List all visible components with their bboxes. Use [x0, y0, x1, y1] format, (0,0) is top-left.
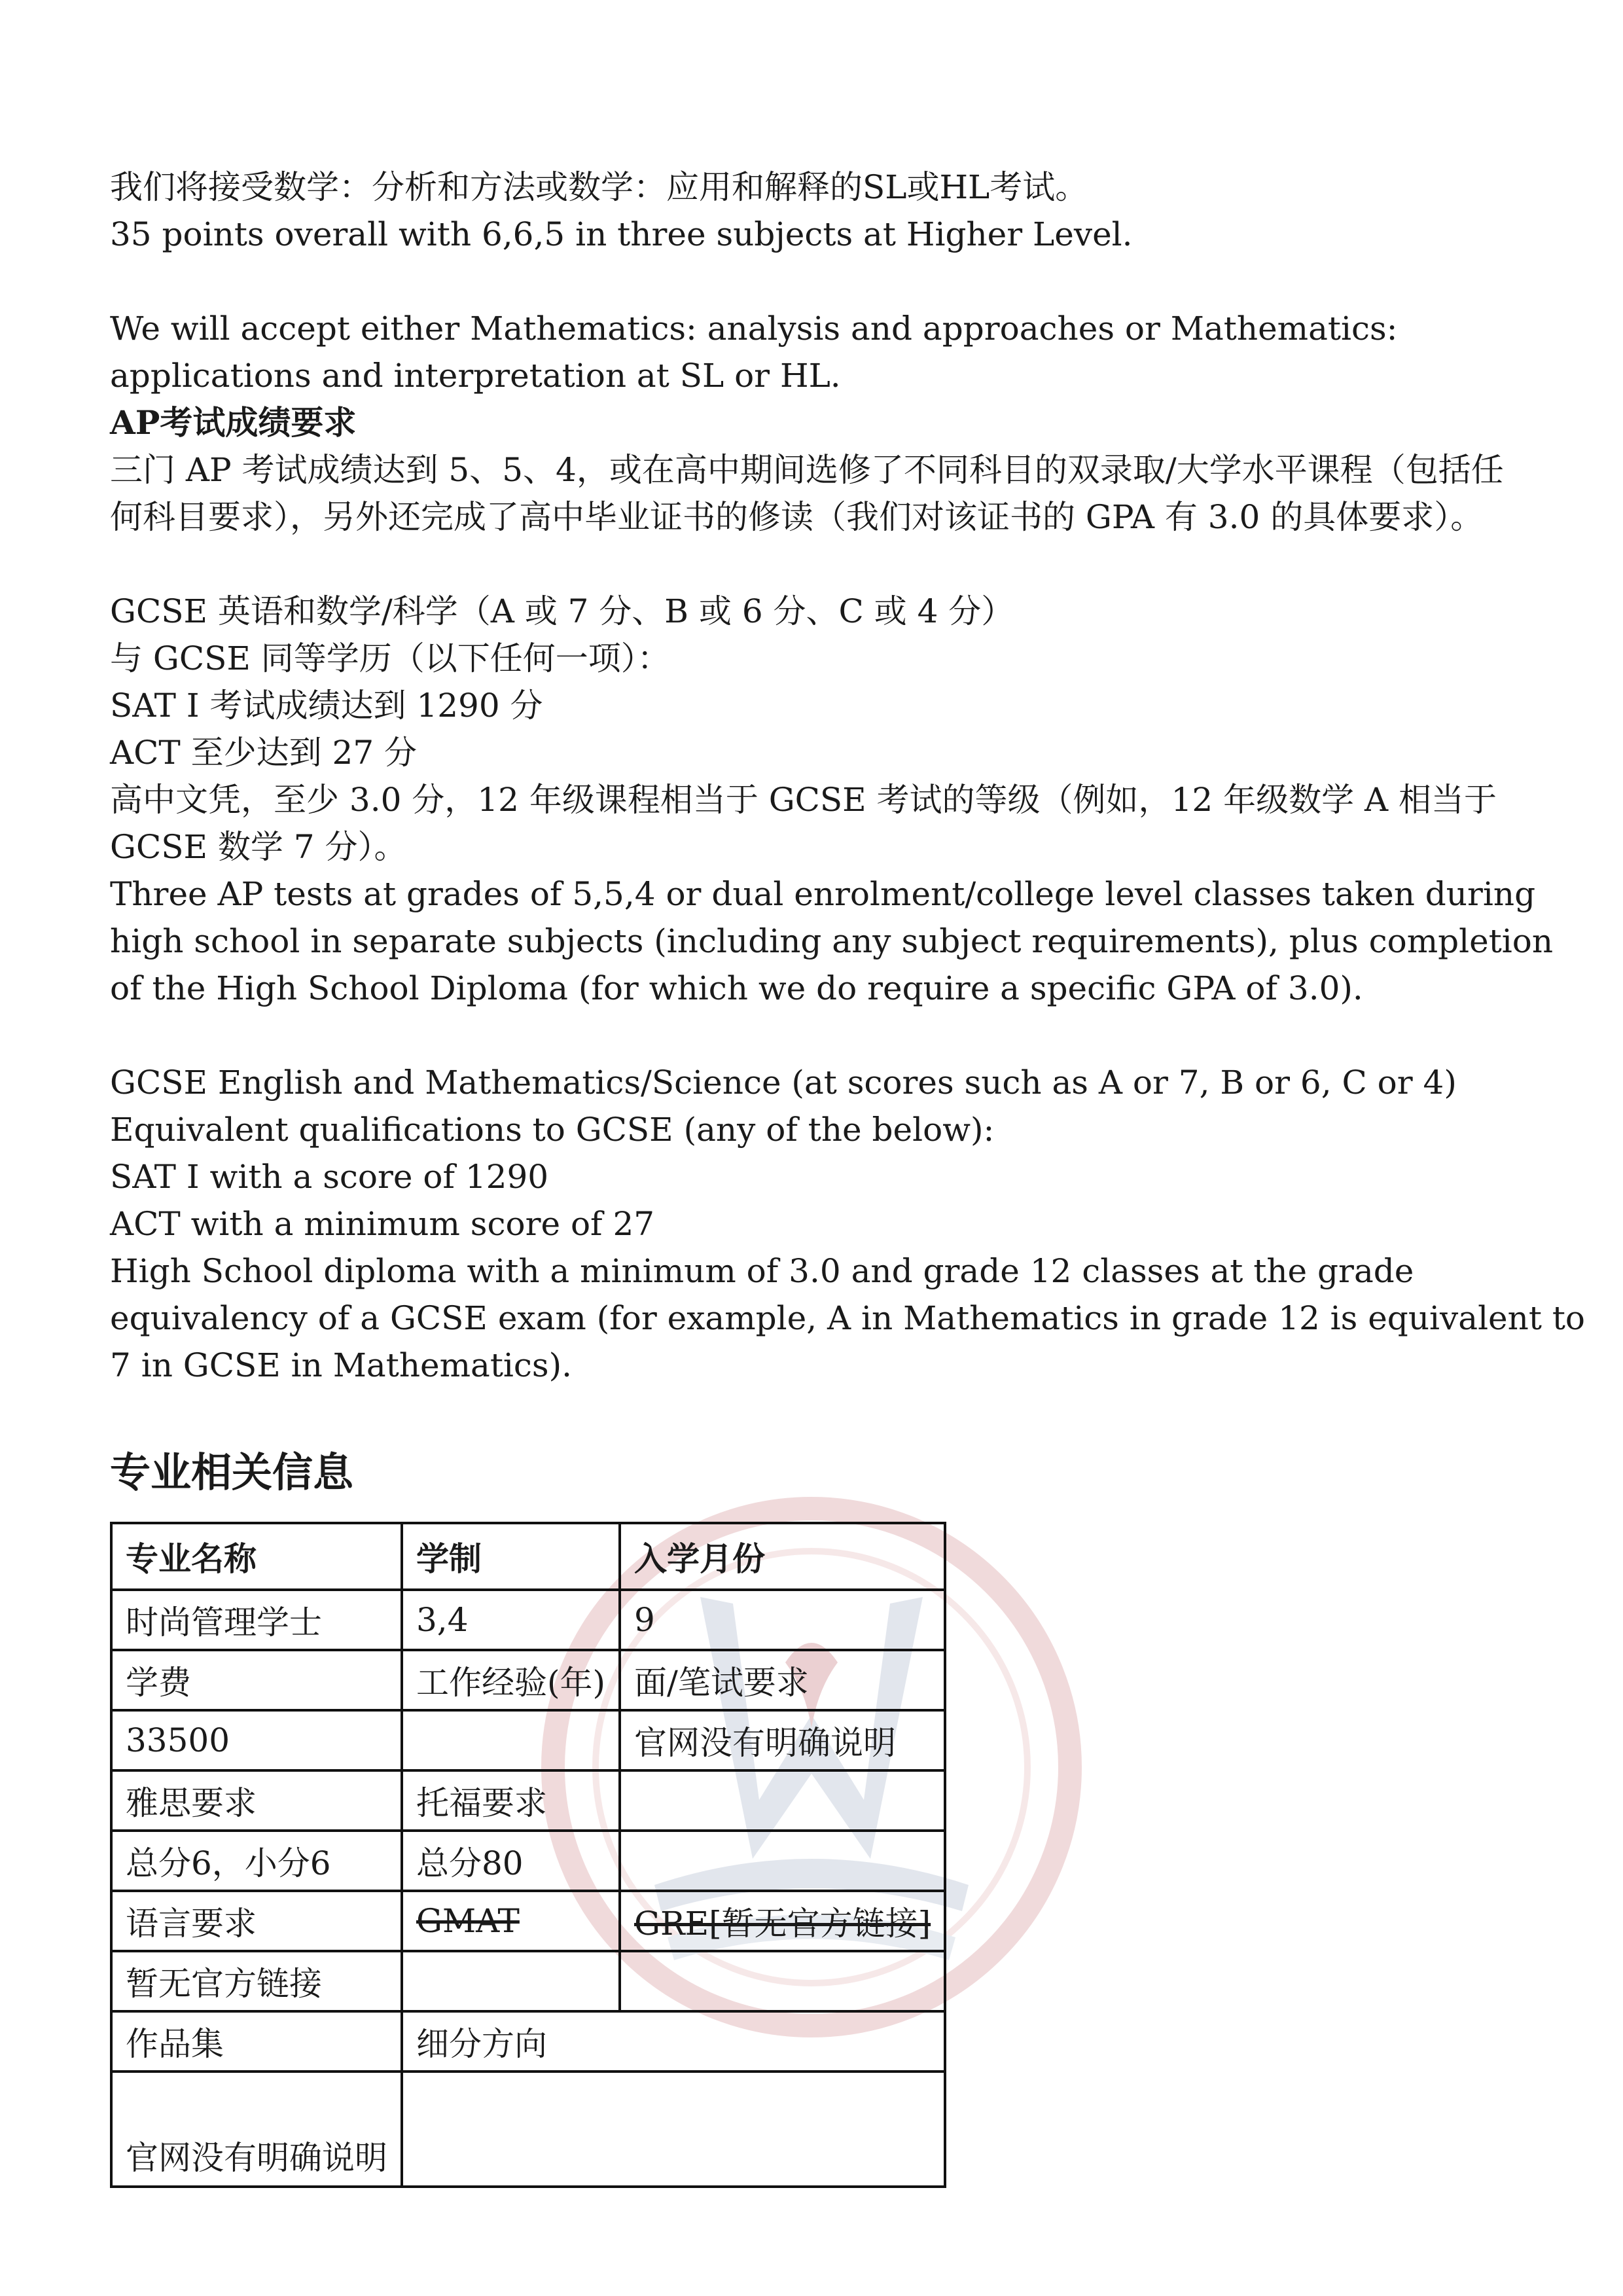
gcse-en-3: SAT I with a score of 1290 [110, 1158, 549, 1196]
cell-language: 暂无官方链接 [111, 1951, 402, 2011]
gcse-en-4: ACT with a minimum score of 27 [110, 1205, 655, 1243]
cell-portfolio: 官网没有明确说明 [111, 2072, 402, 2187]
ap-cn-2: 何科目要求），另外还完成了高中毕业证书的修读（我们对该证书的 GPA 有 3.0 的具体要求）。 [110, 498, 1484, 536]
cell-toefl: 总分80 [402, 1831, 620, 1891]
header-duration: 学制 [402, 1523, 620, 1590]
ib-math-en-2: applications and interpretation at SL or HL. [110, 357, 841, 395]
gcse-cn-1: GCSE 英语和数学/科学（A 或 7 分、B 或 6 分、C 或 4 分） [110, 592, 1014, 630]
label-gmat: GMAT [402, 1891, 620, 1951]
table-row [111, 1951, 945, 2011]
gcse-cn-6: GCSE 数学 7 分）。 [110, 828, 407, 866]
label-specialization: 细分方向 [402, 2011, 945, 2072]
ap-cn-1: 三门 AP 考试成绩达到 5、5、4，或在高中期间选修了不同科目的双录取/大学水平课程（包括任 [110, 451, 1504, 489]
table-row [111, 2072, 945, 2187]
label-interview: 面/笔试要求 [620, 1650, 945, 1710]
table-row [111, 1770, 945, 1831]
gcse-en-7: 7 in GCSE in Mathematics). [110, 1346, 572, 1384]
gcse-cn-5: 高中文凭，至少 3.0 分，12 年级课程相当于 GCSE 考试的等级（例如，12 年级数学 A 相当于 [110, 781, 1497, 819]
ap-en-1: Three AP tests at grades of 5,5,4 or dual enrolment/college level classes taken during [110, 875, 1536, 913]
cell-tuition: 33500 [111, 1710, 402, 1770]
table-row [111, 2011, 945, 2072]
cell-work-experience [402, 1710, 620, 1770]
table-row [111, 1590, 945, 1650]
cell-program-name: 时尚管理学士 [111, 1590, 402, 1650]
document-body [110, 164, 1586, 1389]
gcse-en-5: High School diploma with a minimum of 3.0 and grade 12 classes at the grade [110, 1252, 1414, 1290]
cell-intake-month: 9 [620, 1590, 945, 1650]
ap-en-3: of the High School Diploma (for which we do require a specific GPA of 3.0). [110, 969, 1363, 1007]
gcse-en-1: GCSE English and Mathematics/Science (at scores such as A or 7, B or 6, C or 4) [110, 1064, 1457, 1102]
cell-duration: 3,4 [402, 1590, 620, 1650]
gcse-cn-3: SAT I 考试成绩达到 1290 分 [110, 687, 543, 725]
table-row [111, 1831, 945, 1891]
ib-math-cn: 我们将接受数学：分析和方法或数学：应用和解释的SL或HL考试。 [110, 168, 1088, 206]
header-program-name: 专业名称 [111, 1523, 402, 1590]
cell-gre [620, 1951, 945, 2011]
cell-gmat [402, 1951, 620, 2011]
table-row [111, 1710, 945, 1770]
gcse-cn-2: 与 GCSE 同等学历（以下任何一项）： [110, 639, 670, 677]
table-header-row [111, 1523, 945, 1590]
ap-heading: AP考试成绩要求 [110, 403, 357, 442]
program-info-table [110, 1522, 946, 2188]
table-row [111, 1891, 945, 1951]
ap-en-2: high school in separate subjects (including any subject requirements), plus completion [110, 922, 1554, 960]
label-work-experience: 工作经验(年) [402, 1650, 620, 1710]
label-ielts: 雅思要求 [111, 1770, 402, 1831]
cell-empty [620, 1831, 945, 1891]
cell-specialization [402, 2072, 945, 2187]
gcse-en-2: Equivalent qualifications to GCSE (any of the below): [110, 1111, 995, 1149]
section-title: 专业相关信息 [110, 1448, 354, 1496]
cell-empty [620, 1770, 945, 1831]
label-toefl: 托福要求 [402, 1770, 620, 1831]
ib-math-en-1: We will accept either Mathematics: analysis and approaches or Mathematics: [110, 310, 1398, 348]
label-gre: GRE[暂无官方链接] [620, 1891, 945, 1951]
label-tuition: 学费 [111, 1650, 402, 1710]
cell-interview: 官网没有明确说明 [620, 1710, 945, 1770]
ib-points: 35 points overall with 6,6,5 in three subjects at Higher Level. [110, 215, 1133, 253]
label-language: 语言要求 [111, 1891, 402, 1951]
gcse-cn-4: ACT 至少达到 27 分 [110, 734, 418, 772]
table-row [111, 1650, 945, 1710]
label-portfolio: 作品集 [111, 2011, 402, 2072]
cell-ielts: 总分6，小分6 [111, 1831, 402, 1891]
header-intake-month: 入学月份 [620, 1523, 945, 1590]
gcse-en-6: equivalency of a GCSE exam (for example, A in Mathematics in grade 12 is equivalent to [110, 1299, 1586, 1337]
